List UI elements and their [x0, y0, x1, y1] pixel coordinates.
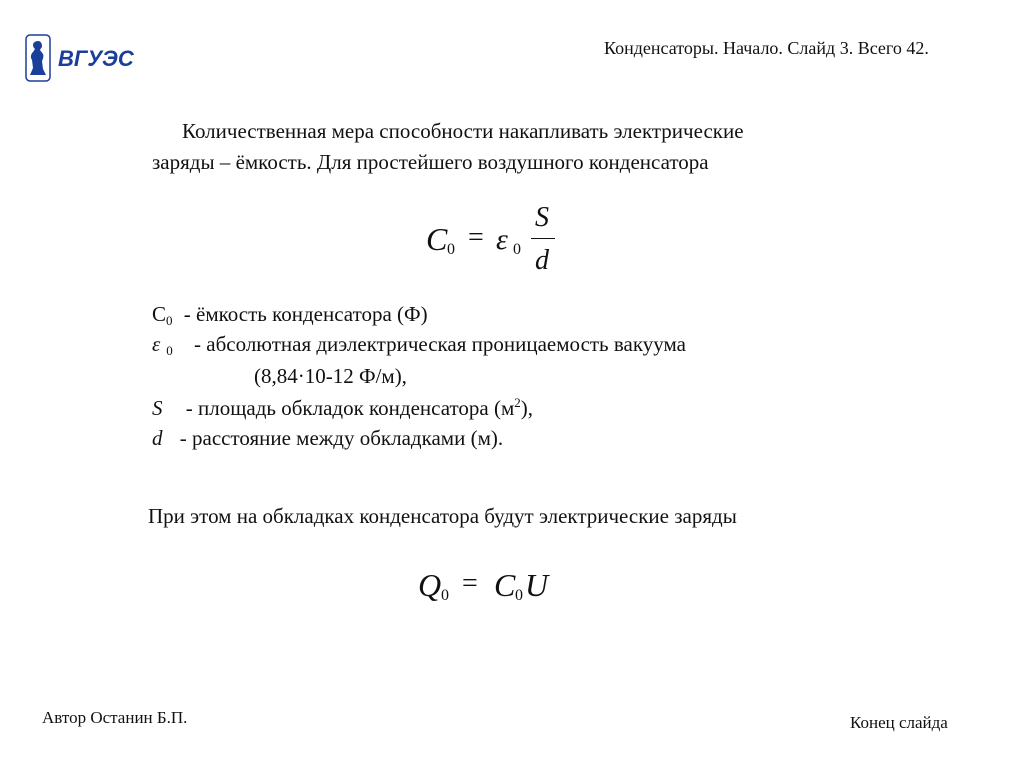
def-s-text: - площадь обкладок конденсатора (м — [185, 396, 515, 420]
definition-s — [152, 395, 533, 421]
formula1-epsilon-sub: 0 — [513, 241, 521, 258]
intro-paragraph — [152, 116, 744, 178]
def-c0-sub: 0 — [166, 313, 173, 328]
definition-d — [152, 426, 503, 451]
formula2-c-sub: 0 — [515, 587, 523, 604]
formula1-c-sub: 0 — [447, 241, 455, 258]
slide-header: Конденсаторы. Начало. Слайд 3. Всего 42. — [604, 38, 929, 58]
formula2-u: U — [525, 567, 549, 603]
def-s-text-end: ), — [520, 396, 534, 420]
formula1-numerator: S — [535, 202, 549, 233]
def-d-symbol: d — [152, 426, 163, 450]
def-s-sup: 2 — [514, 395, 521, 410]
author-label: Автор Останин Б.П. — [42, 708, 188, 727]
def-eps-sub: 0 — [166, 343, 173, 358]
formula1-epsilon: ε — [496, 223, 508, 256]
logo-text: ВГУЭС — [58, 46, 134, 71]
definition-eps0 — [152, 332, 686, 359]
intro-line-1: Количественная мера способности накапливать электрические — [182, 119, 744, 143]
def-eps-text: - абсолютная диэлектрическая проницаемость вакуума — [194, 332, 686, 356]
end-of-slide-label: Конец слайда — [850, 713, 948, 732]
formula1-fraction-bar — [531, 238, 555, 239]
formula1-c: C — [426, 221, 448, 257]
intro-line-2: заряды – ёмкость. Для простейшего воздушного конденсатора — [152, 150, 709, 174]
def-c0-symbol: C — [152, 302, 167, 326]
definition-c0 — [152, 302, 428, 329]
formula1-equals: = — [468, 222, 484, 253]
formula2-q: Q — [418, 567, 442, 603]
charges-note: При этом на обкладках конденсатора будут электрические заряды — [148, 504, 737, 528]
formula2-q-sub: 0 — [441, 587, 449, 604]
def-s-symbol: S — [152, 396, 163, 420]
university-logo — [24, 33, 144, 83]
def-eps-symbol: ε — [152, 332, 161, 356]
def-d-text: - расстояние между обкладками (м). — [179, 426, 504, 450]
def-c0-text: - ёмкость конденсатора (Ф) — [183, 302, 428, 326]
formula1-denominator: d — [535, 245, 549, 276]
formula2-c: C — [494, 567, 516, 603]
def-eps-value: (8,84·10-12 Ф/м), — [254, 364, 407, 388]
formula2-equals: = — [462, 568, 478, 599]
